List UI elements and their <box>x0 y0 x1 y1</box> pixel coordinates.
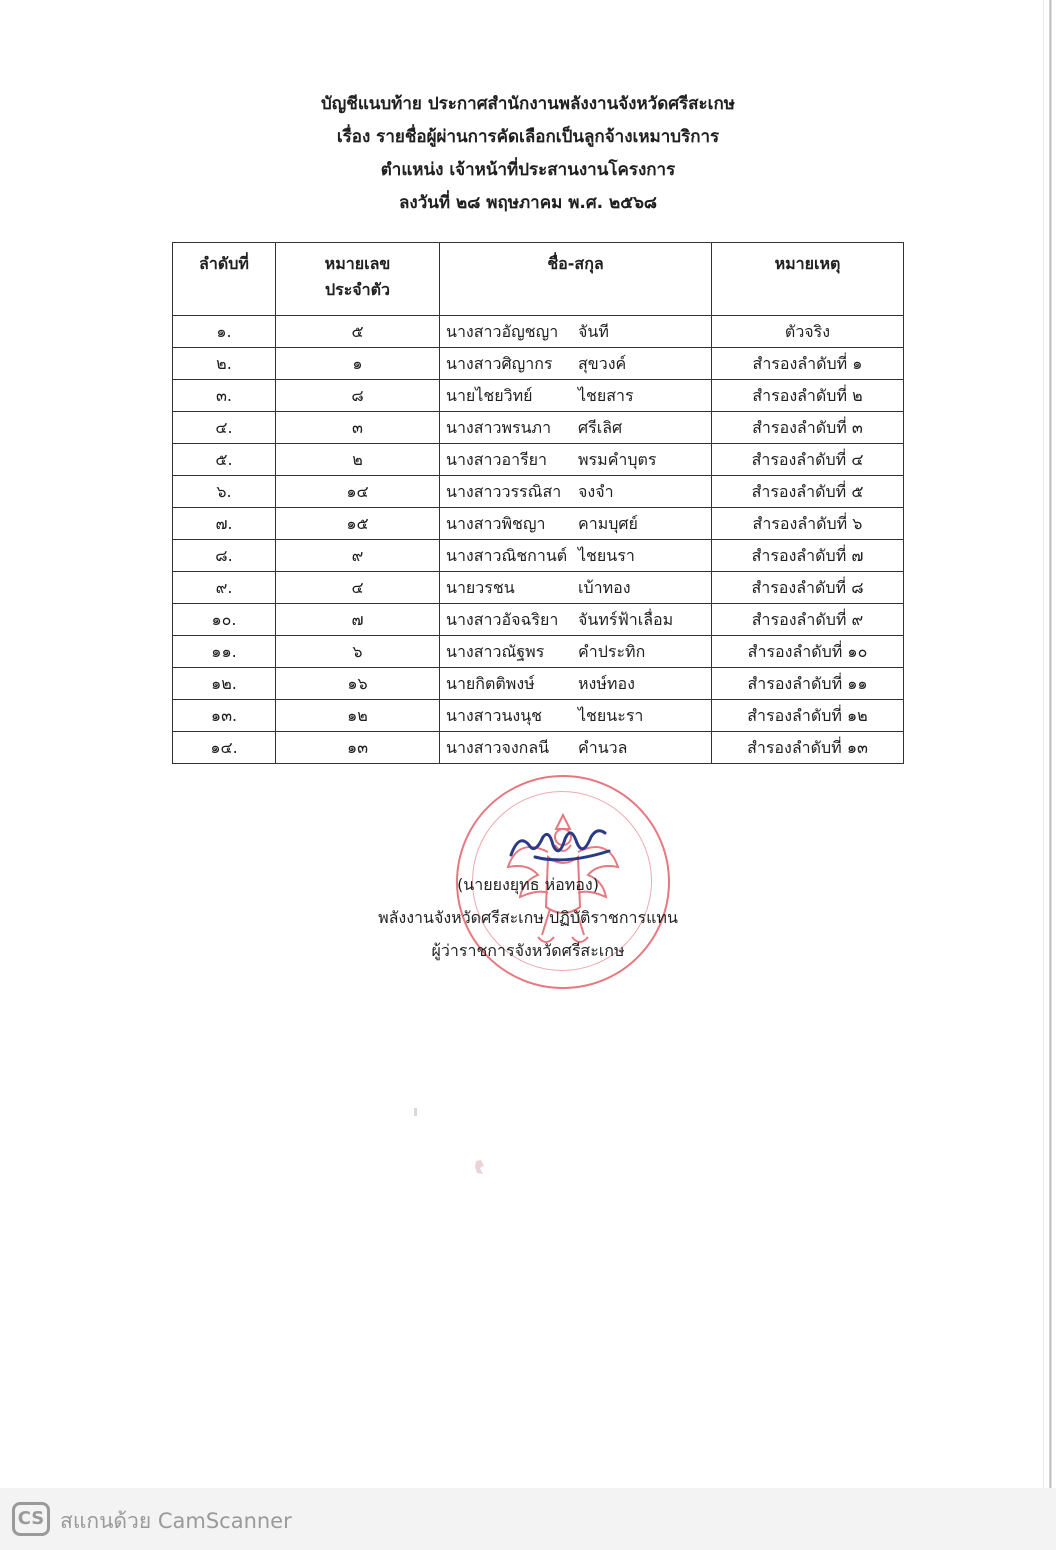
camscanner-footer <box>0 1488 1056 1550</box>
row-id: ๑๖ <box>276 668 440 700</box>
candidate-table <box>172 242 904 764</box>
signer-position-2: ผู้ว่าราชการจังหวัดศรีสะเกษ <box>431 941 625 960</box>
table-row <box>173 444 904 476</box>
row-note: สำรองลำดับที่ ๙ <box>712 604 904 636</box>
row-name <box>440 444 712 476</box>
row-name <box>440 604 712 636</box>
row-last-name: ไชยนะรา <box>578 706 644 725</box>
row-last-name: พรมคำบุตร <box>578 450 657 469</box>
table-row <box>173 508 904 540</box>
row-first-name: นางสาวณัฐพร <box>446 642 545 661</box>
row-order: ๑๐. <box>173 604 276 636</box>
row-id: ๘ <box>276 380 440 412</box>
page-edge-shadow <box>1049 0 1052 1488</box>
row-id: ๑๕ <box>276 508 440 540</box>
document-heading <box>0 88 1056 220</box>
scan-mark <box>414 1108 417 1116</box>
table-row <box>173 380 904 412</box>
row-first-name: นางสาวอัญชญา <box>446 322 559 341</box>
row-last-name: คำนวล <box>578 738 628 757</box>
table-row <box>173 700 904 732</box>
row-first-name: นายกิตติพงษ์ <box>446 674 535 693</box>
row-name <box>440 508 712 540</box>
row-order: ๗. <box>173 508 276 540</box>
row-id: ๑๔ <box>276 476 440 508</box>
handwritten-signature-icon <box>505 815 615 870</box>
row-order: ๙. <box>173 572 276 604</box>
header-id-line-2: ประจำตัว <box>324 280 391 299</box>
row-id: ๔ <box>276 572 440 604</box>
row-last-name: คำประทิก <box>578 642 646 661</box>
page-edge-line <box>1043 0 1044 1488</box>
row-name <box>440 380 712 412</box>
row-order: ๒. <box>173 348 276 380</box>
row-id: ๗ <box>276 604 440 636</box>
row-first-name: นางสาวพรนภา <box>446 418 552 437</box>
row-last-name: จันทร์ฟ้าเลื่อม <box>578 610 674 629</box>
row-id: ๑๒ <box>276 700 440 732</box>
heading-line-3: ตำแหน่ง เจ้าหน้าที่ประสานงานโครงการ <box>380 160 676 180</box>
row-first-name: นางสาวศิญากร <box>446 354 553 373</box>
heading-line-1: บัญชีแนบท้าย ประกาศสำนักงานพลังงานจังหวัดศรีสะเกษ <box>321 94 735 114</box>
signer-position-1: พลังงานจังหวัดศรีสะเกษ ปฏิบัติราชการแทน <box>378 908 678 927</box>
row-note: สำรองลำดับที่ ๘ <box>712 572 904 604</box>
row-last-name: ไชยสาร <box>578 386 634 405</box>
row-order: ๑๑. <box>173 636 276 668</box>
row-name <box>440 732 712 764</box>
row-order: ๖. <box>173 476 276 508</box>
row-first-name: นางสาวอัจฉริยา <box>446 610 559 629</box>
header-id-line-1: หมายเลข <box>324 254 391 273</box>
row-first-name: นางสาววรรณิสา <box>446 482 562 501</box>
header-order: ลำดับที่ <box>173 243 276 316</box>
row-last-name: เบ้าทอง <box>578 578 631 597</box>
row-note: ตัวจริง <box>712 316 904 348</box>
row-order: ๘. <box>173 540 276 572</box>
header-note: หมายเหตุ <box>712 243 904 316</box>
table-row <box>173 572 904 604</box>
header-name: ชื่อ-สกุล <box>440 243 712 316</box>
table-row <box>173 316 904 348</box>
table-row <box>173 348 904 380</box>
heading-line-2: เรื่อง รายชื่อผู้ผ่านการคัดเลือกเป็นลูกจ้างเหมาบริการ <box>336 127 720 147</box>
row-last-name: จงจำ <box>578 482 614 501</box>
row-last-name: คามบุศย์ <box>578 514 638 533</box>
row-name <box>440 316 712 348</box>
row-id: ๙ <box>276 540 440 572</box>
row-note: สำรองลำดับที่ ๑๑ <box>712 668 904 700</box>
row-order: ๕. <box>173 444 276 476</box>
row-id: ๒ <box>276 444 440 476</box>
row-order: ๑. <box>173 316 276 348</box>
table-header-row <box>173 243 904 316</box>
row-name <box>440 348 712 380</box>
row-last-name: หงษ์ทอง <box>578 674 635 693</box>
row-name <box>440 476 712 508</box>
table-row <box>173 604 904 636</box>
row-last-name: ไชยนรา <box>578 546 635 565</box>
row-order: ๑๔. <box>173 732 276 764</box>
row-note: สำรองลำดับที่ ๗ <box>712 540 904 572</box>
row-note: สำรองลำดับที่ ๑๒ <box>712 700 904 732</box>
row-last-name: สุขวงค์ <box>578 354 627 373</box>
row-id: ๓ <box>276 412 440 444</box>
row-name <box>440 412 712 444</box>
scan-speck <box>472 1158 486 1176</box>
row-first-name: นายวรชน <box>446 578 515 597</box>
row-id: ๕ <box>276 316 440 348</box>
row-note: สำรองลำดับที่ ๔ <box>712 444 904 476</box>
row-name <box>440 572 712 604</box>
row-note: สำรองลำดับที่ ๑ <box>712 348 904 380</box>
row-first-name: นางสาวณิชกานต์ <box>446 546 568 565</box>
row-name <box>440 540 712 572</box>
row-first-name: นายไชยวิทย์ <box>446 386 533 405</box>
row-name <box>440 700 712 732</box>
heading-line-4: ลงวันที่ ๒๘ พฤษภาคม พ.ศ. ๒๕๖๘ <box>398 193 657 213</box>
row-name <box>440 636 712 668</box>
row-first-name: นางสาวจงกลนี <box>446 738 550 757</box>
header-id <box>276 243 440 316</box>
table-row <box>173 540 904 572</box>
row-note: สำรองลำดับที่ ๖ <box>712 508 904 540</box>
row-first-name: นางสาวนงนุช <box>446 706 543 725</box>
row-order: ๑๒. <box>173 668 276 700</box>
signer-name: (นายยงยุทธ ห่อทอง) <box>457 875 599 894</box>
table-row <box>173 476 904 508</box>
row-first-name: นางสาวพิชญา <box>446 514 546 533</box>
table-row <box>173 636 904 668</box>
row-id: ๑๓ <box>276 732 440 764</box>
row-first-name: นางสาวอารียา <box>446 450 548 469</box>
table-row <box>173 668 904 700</box>
row-note: สำรองลำดับที่ ๓ <box>712 412 904 444</box>
table-row <box>173 732 904 764</box>
row-name <box>440 668 712 700</box>
camscanner-logo: CS <box>12 1502 50 1536</box>
row-last-name: จันที <box>578 322 609 341</box>
row-id: ๑ <box>276 348 440 380</box>
row-id: ๖ <box>276 636 440 668</box>
row-last-name: ศรีเลิศ <box>578 418 623 437</box>
row-note: สำรองลำดับที่ ๑๓ <box>712 732 904 764</box>
signature-block <box>0 868 1056 967</box>
row-order: ๔. <box>173 412 276 444</box>
camscanner-text: สแกนด้วย CamScanner <box>60 1509 292 1533</box>
row-order: ๑๓. <box>173 700 276 732</box>
row-note: สำรองลำดับที่ ๕ <box>712 476 904 508</box>
row-order: ๓. <box>173 380 276 412</box>
row-note: สำรองลำดับที่ ๑๐ <box>712 636 904 668</box>
row-note: สำรองลำดับที่ ๒ <box>712 380 904 412</box>
table-row <box>173 412 904 444</box>
